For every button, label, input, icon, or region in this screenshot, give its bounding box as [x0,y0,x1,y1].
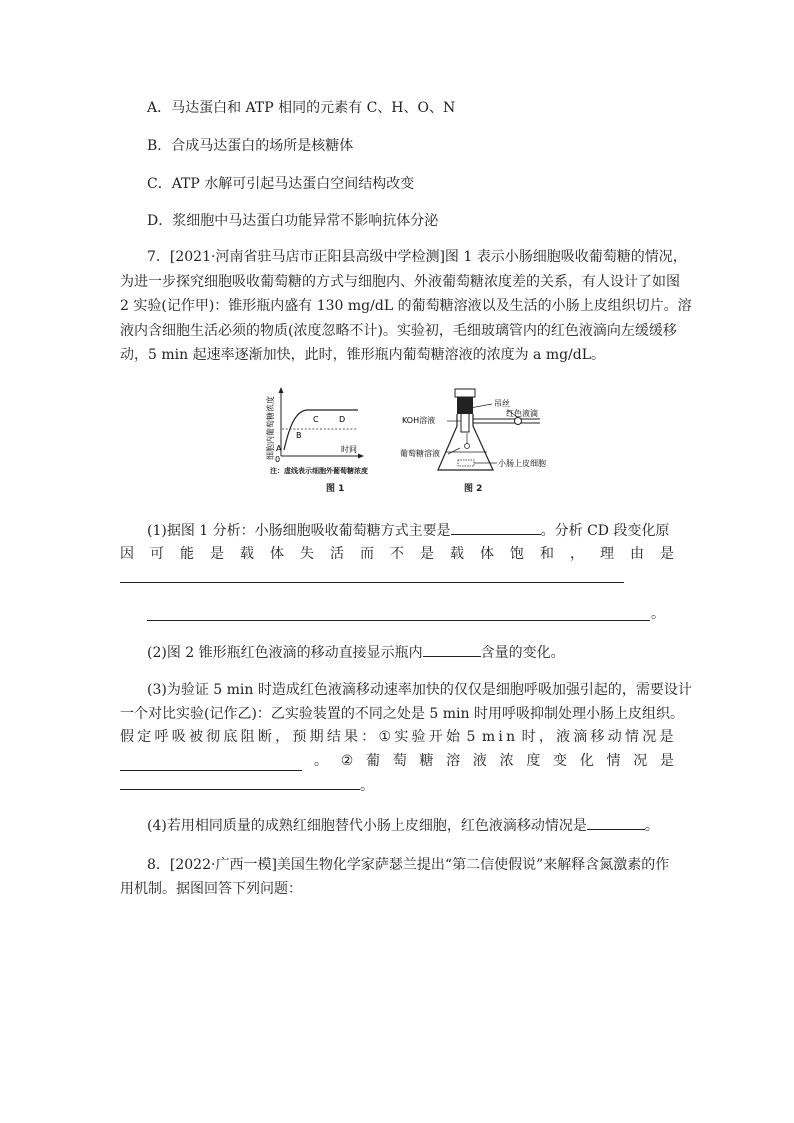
question-8-line-2: 用机制。据图回答下列问题： [120,881,302,897]
q7-line-2: 为进一步探究细胞吸收葡萄糖的方式与细胞内、外液葡萄糖浓度差的关系，有人设计了如图 [120,274,680,290]
figure-2-cells-label: 小肠上皮细胞 [498,459,546,468]
sub-question-1-end: 。 [651,606,665,622]
answer-blank-2[interactable] [120,582,624,583]
answer-blank-4[interactable] [423,642,481,657]
option-b: B．合成马达蛋白的场所是核糖体 [147,138,354,154]
figure-2-glucose-label: 葡萄糖溶液 [400,449,440,458]
q7-line-1: 7．[2021·河南省驻马店市正阳县高级中学检测]图 1 表示小肠细胞吸收葡萄糖的情况， [147,249,687,265]
answer-blank-6[interactable] [120,775,360,790]
figure-1-origin: 0 [275,455,281,464]
figure-2-caption: 图 2 [464,484,483,494]
option-c: C．ATP 水解可引起马达蛋白空间结构改变 [147,176,415,192]
sub-question-2-text-a: (2)图 2 锥形瓶红色液滴的移动直接显示瓶内 [147,645,423,661]
figure-1 [262,386,368,496]
sub-question-1-text-a: (1)据图 1 分析：小肠细胞吸收葡萄糖方式主要是 [147,523,451,539]
sub-question-2-text-b: 含量的变化。 [480,645,565,661]
figure-1-note: 注：虚线表示细胞外葡萄糖浓度 [270,467,368,475]
sub-question-1-line-1 [147,520,669,541]
sub-question-3-line-4 [120,751,674,771]
figure-1-plot [262,386,364,474]
answer-blank-5[interactable] [120,756,302,771]
q7-line-4: 液内含细胞生活必须的物质(浓度忽略不计)。实验初，毛细玻璃管内的红色液滴向左缓缓移 [120,323,677,339]
sub-question-4 [147,815,659,836]
sub-question-3-line-5 [120,775,374,796]
option-a: A．马达蛋白和 ATP 相同的元素有 C、H、O、N [147,100,456,116]
sub-question-4-text-a: (4)若用相同质量的成熟红细胞替代小肠上皮细胞，红色液滴移动情况是 [147,818,587,834]
q7-line-3: 2 实验(记作甲)：锥形瓶内盛有 130 mg/dL 的葡萄糖溶液以及生活的小肠上皮组织切片。溶 [120,298,692,314]
figure-1-point-a: A [276,444,282,453]
sub-question-4-text-b: 。 [644,818,659,834]
answer-blank-3[interactable] [147,620,650,621]
figure-2-string-label: 吊丝 [494,399,510,408]
figure-1-point-d: D [339,415,346,424]
sub-question-3-line-1: (3)为验证 5 min 时造成红色液滴移动速率加快的仅仅是细胞呼吸加强引起的，需要设计 [147,682,692,698]
figure-2-red-drop-label: 红色液滴 [506,409,538,418]
sub-question-2 [147,642,565,663]
figure-1-ylabel: 细胞内葡萄糖浓度 [266,396,275,460]
sub-question-3-line-3: 假 定 呼 吸 被 彻 底 阻 断 ， 预 期 结 果 ： ① 实 验 开 始 5 m i n 时 ， 液 滴 移 动 情 况 是 [120,729,674,745]
sub-question-1-line-2: 因 可 能 是 载 体 失 活 而 不 是 载 体 饱 和 ， 理 由 是 [120,546,674,562]
sub-question-3-line-2: 一个对比实验(记作乙)：乙实验装置的不同之处是 5 min 时用呼吸抑制处理小肠上皮组织。 [120,706,684,722]
answer-blank-7[interactable] [587,815,645,830]
option-d: D．浆细胞中马达蛋白功能异常不影响抗体分泌 [147,213,439,229]
sub-question-3-text-4: 。 ② 葡 萄 糖 溶 液 浓 度 变 化 情 况 是 [314,753,674,769]
question-8-line-1: 8．[2022·广西一模]美国生物化学家萨瑟兰提出“第二信使假说”来解释含氮激素的作 [147,857,670,873]
figure-1-caption: 图 1 [326,484,345,494]
answer-blank-1[interactable] [451,520,541,535]
figure-2-koh-label: KOH溶液 [402,416,436,425]
figure-2-apparatus [400,386,585,480]
sub-question-3-end: 。 [360,778,374,794]
figure-1-point-c: C [313,415,319,424]
sub-question-1-text-b: 。分析 CD 段变化原 [540,523,670,539]
figure-1-point-b: B [296,431,302,440]
q7-line-5: 动，5 min 起速率逐渐加快，此时，锥形瓶内葡萄糖溶液的浓度为 a mg/dL。 [120,347,606,363]
figure-2 [400,386,585,496]
figure-1-xlabel: 时间 [341,445,357,454]
